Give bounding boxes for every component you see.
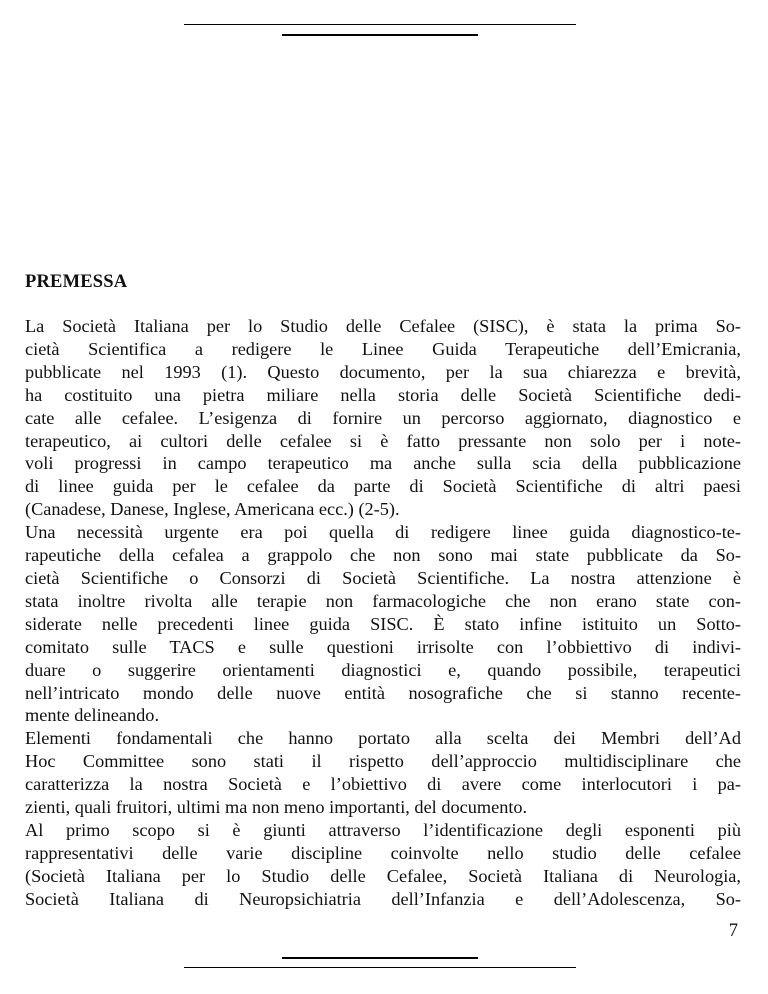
text-line: stata inoltre rivolta alle terapie non farmacologiche che non erano state con- [25,590,741,611]
text-line: voli progressi in campo terapeutico ma anche sulla scia della pubblicazione [25,453,741,474]
text-line: cietà Scientifica a redigere le Linee Guida Terapeutiche dell’Emicrania, [25,338,741,359]
text-line: rappresentativi delle varie discipline coinvolte nello studio delle cefalee [25,842,741,863]
text-line: (Canadese, Danese, Inglese, Americana ecc.) (2-5). [25,499,400,520]
footer-rule-short [282,957,478,959]
text-line: zienti, quali fruitori, ultimi ma non meno importanti, del documento. [25,797,528,818]
text-line: mente delineando. [25,705,160,726]
text-line: La Società Italiana per lo Studio delle Cefalee (SISC), è stata la prima So- [25,316,741,336]
text-line: (Società Italiana per lo Studio delle Cefalee, Società Italiana di Neurologia, [25,865,741,886]
text-line: Società Italiana di Neuropsichiatria dell’Infanzia e dell’Adolescenza, So- [25,888,741,909]
page-number: 7 [728,921,738,941]
text-line: caratterizza la nostra Società e l’obiettivo di avere come interlocutori i pa- [25,774,741,795]
text-line: Elementi fondamentali che hanno portato alla scelta dei Membri dell’Ad [25,728,741,749]
text-line: Al primo scopo si è giunti attraverso l’identificazione degli esponenti più [25,819,741,840]
text-line: duare o suggerire orientamenti diagnostici e, quando possibile, terapeutici [25,659,741,680]
text-line: comitato sulle TACS e sulle questioni irrisolte con l’obbiettivo di indivi- [25,636,741,657]
text-line: Hoc Committee sono stati il rispetto dell’approccio multidisciplinare che [25,751,741,772]
body-text [25,315,741,911]
text-line: ha costituito una pietra miliare nella storia delle Società Scientifiche dedi- [25,384,741,405]
text-line: Una necessità urgente era poi quella di redigere linee guida diagnostico-te- [25,522,741,543]
footer-rule-long [184,967,576,968]
text-line: terapeutico, ai cultori delle cefalee si è fatto pressante non solo per i note- [25,430,741,451]
text-line: cate alle cefalee. L’esigenza di fornire un percorso aggiornato, diagnostico e [25,407,741,428]
text-line: pubblicate nel 1993 (1). Questo documento, per la sua chiarezza e brevità, [25,361,741,382]
text-line: cietà Scientifiche o Consorzi di Società Scientifiche. La nostra attenzione è [25,567,741,588]
text-line: rapeutiche della cefalea a grappolo che non sono mai state pubblicate da So- [25,545,741,566]
header-rule-short [282,34,478,36]
text-line: siderate nelle precedenti linee guida SISC. È stato infine istituito un Sotto- [25,613,741,634]
header-rule-long [184,24,576,25]
section-heading: PREMESSA [25,272,128,292]
text-line: nell’intricato mondo delle nuove entità nosografiche che si stanno recente- [25,682,741,703]
text-line: di linee guida per le cefalee da parte di Società Scientifiche di altri paesi [25,476,741,497]
